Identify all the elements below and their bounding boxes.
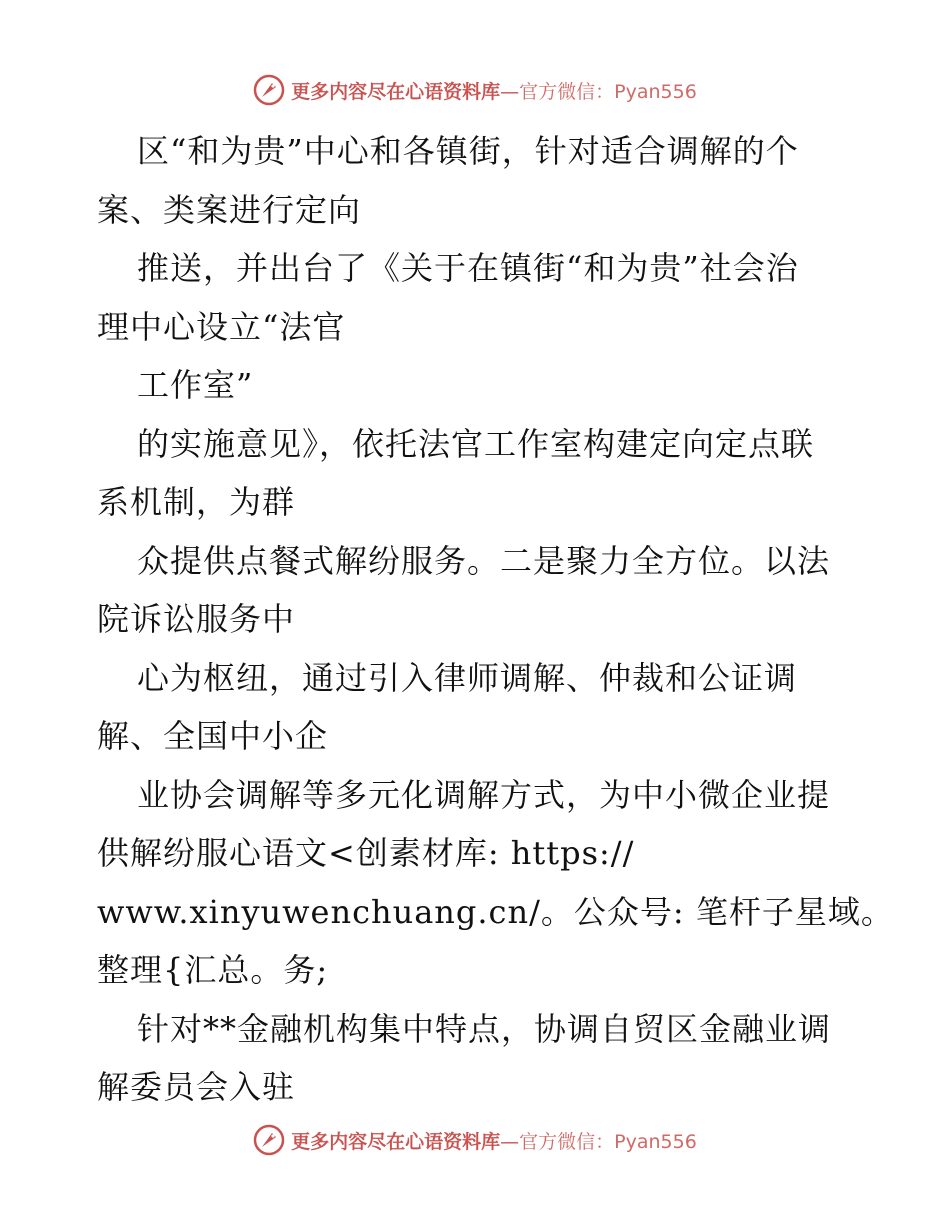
watermark-text: 更多内容尽在心语资料库—官方微信：Pyan556 [291, 1130, 697, 1153]
document-body [97, 122, 894, 1117]
text-line: 推送，并出台了《关于在镇街“和为贵”社会治 [137, 249, 799, 287]
footer-watermark [0, 1120, 950, 1160]
text-line: 供解纷服心语文<创素材库: https:// [97, 834, 635, 872]
text-line: 解委员会入驻 [97, 1068, 296, 1106]
text-line: www.xinyuwenchuang.cn/。公众号: 笔杆子星域。 [97, 892, 894, 931]
text-line: 针对**金融机构集中特点，协调自贸区金融业调 [137, 1009, 832, 1048]
text-line: 院诉讼服务中 [97, 600, 296, 638]
text-line: 众提供点餐式解纷服务。二是聚力全方位。以法 [137, 541, 831, 580]
pen-nib-logo-icon [253, 1124, 285, 1156]
text-line: 整理{汇总。务; [97, 951, 329, 989]
text-line: 的实施意见》，依托法官工作室构建定向定点联 [137, 424, 815, 463]
header-watermark [0, 70, 950, 110]
text-line: 解、全国中小企 [97, 717, 329, 755]
watermark-text: 更多内容尽在心语资料库—官方微信：Pyan556 [291, 80, 697, 103]
text-line: 心为枢纽，通过引入律师调解、仲裁和公证调 [137, 658, 798, 697]
text-line: 案、类案进行定向 [97, 190, 362, 229]
text-line: 区“和为贵”中心和各镇街，针对适合调解的个 [137, 132, 799, 170]
text-line: 系机制，为群 [97, 483, 296, 521]
text-line: 理中心设立“法官 [97, 307, 346, 346]
text-line: 业协会调解等多元化调解方式，为中小微企业提 [137, 775, 831, 814]
text-line: 工作室” [137, 366, 254, 404]
pen-nib-logo-icon [253, 74, 285, 106]
